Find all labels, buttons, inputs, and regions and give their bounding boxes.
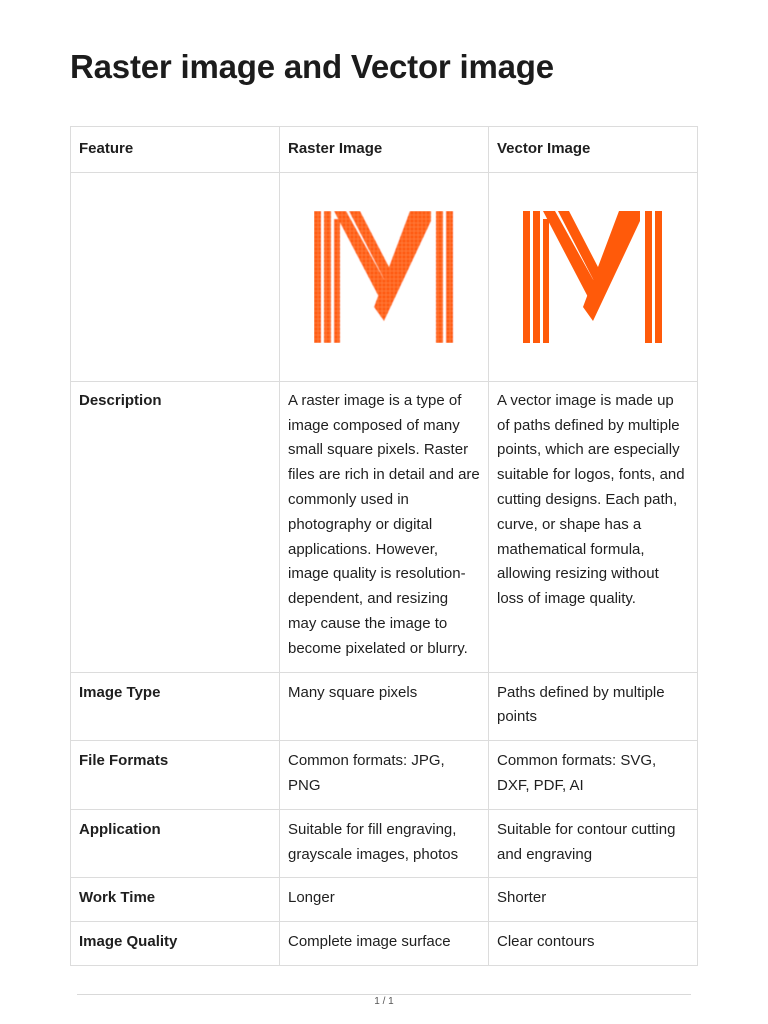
vector-cell: Clear contours [489,922,698,966]
vector-cell: Shorter [489,878,698,922]
page-number: 1 / 1 [374,996,394,1007]
table-row [71,741,698,810]
raster-cell: A raster image is a type of image composed of many small square pixels. Raster files are rich in detail and are commonly used in photography or digital applications. However, image quality is resolution-dependent, and resizing may cause the image to become pixelated or blurry. [280,381,489,672]
pixelated-m-logo-icon [314,211,454,343]
row-label: File Formats [71,741,280,810]
image-row-feature-cell [71,172,280,381]
table-row-images [71,172,698,381]
raster-cell: Many square pixels [280,672,489,741]
footer-divider [77,994,691,995]
table-row [71,672,698,741]
raster-cell: Longer [280,878,489,922]
row-label: Image Type [71,672,280,741]
table-header-row [71,127,698,173]
vector-m-logo-icon [523,211,663,343]
vector-cell: Paths defined by multiple points [489,672,698,741]
table-row [71,922,698,966]
row-label: Work Time [71,878,280,922]
vector-image-cell [489,172,698,381]
raster-image-cell [280,172,489,381]
raster-cell: Suitable for fill engraving, grayscale images, photos [280,809,489,878]
vector-cell: A vector image is made up of paths defined by multiple points, which are especially suitable for logos, fonts, and cutting designs. Each path, curve, or shape has a mathematical formula, allowing resizing without loss of image quality. [489,381,698,672]
raster-cell: Complete image surface [280,922,489,966]
table-row [71,809,698,878]
vector-cell: Common formats: SVG, DXF, PDF, AI [489,741,698,810]
row-label: Image Quality [71,922,280,966]
header-raster-image: Raster Image [280,127,489,173]
header-feature: Feature [71,127,280,173]
vector-m-shape [523,211,662,343]
comparison-table [70,126,698,966]
table-row [71,381,698,672]
table-row [71,878,698,922]
row-label: Application [71,809,280,878]
row-label: Description [71,381,280,672]
header-vector-image: Vector Image [489,127,698,173]
vector-cell: Suitable for contour cutting and engraving [489,809,698,878]
raster-cell: Common formats: JPG, PNG [280,741,489,810]
page-title: Raster image and Vector image [70,48,554,85]
